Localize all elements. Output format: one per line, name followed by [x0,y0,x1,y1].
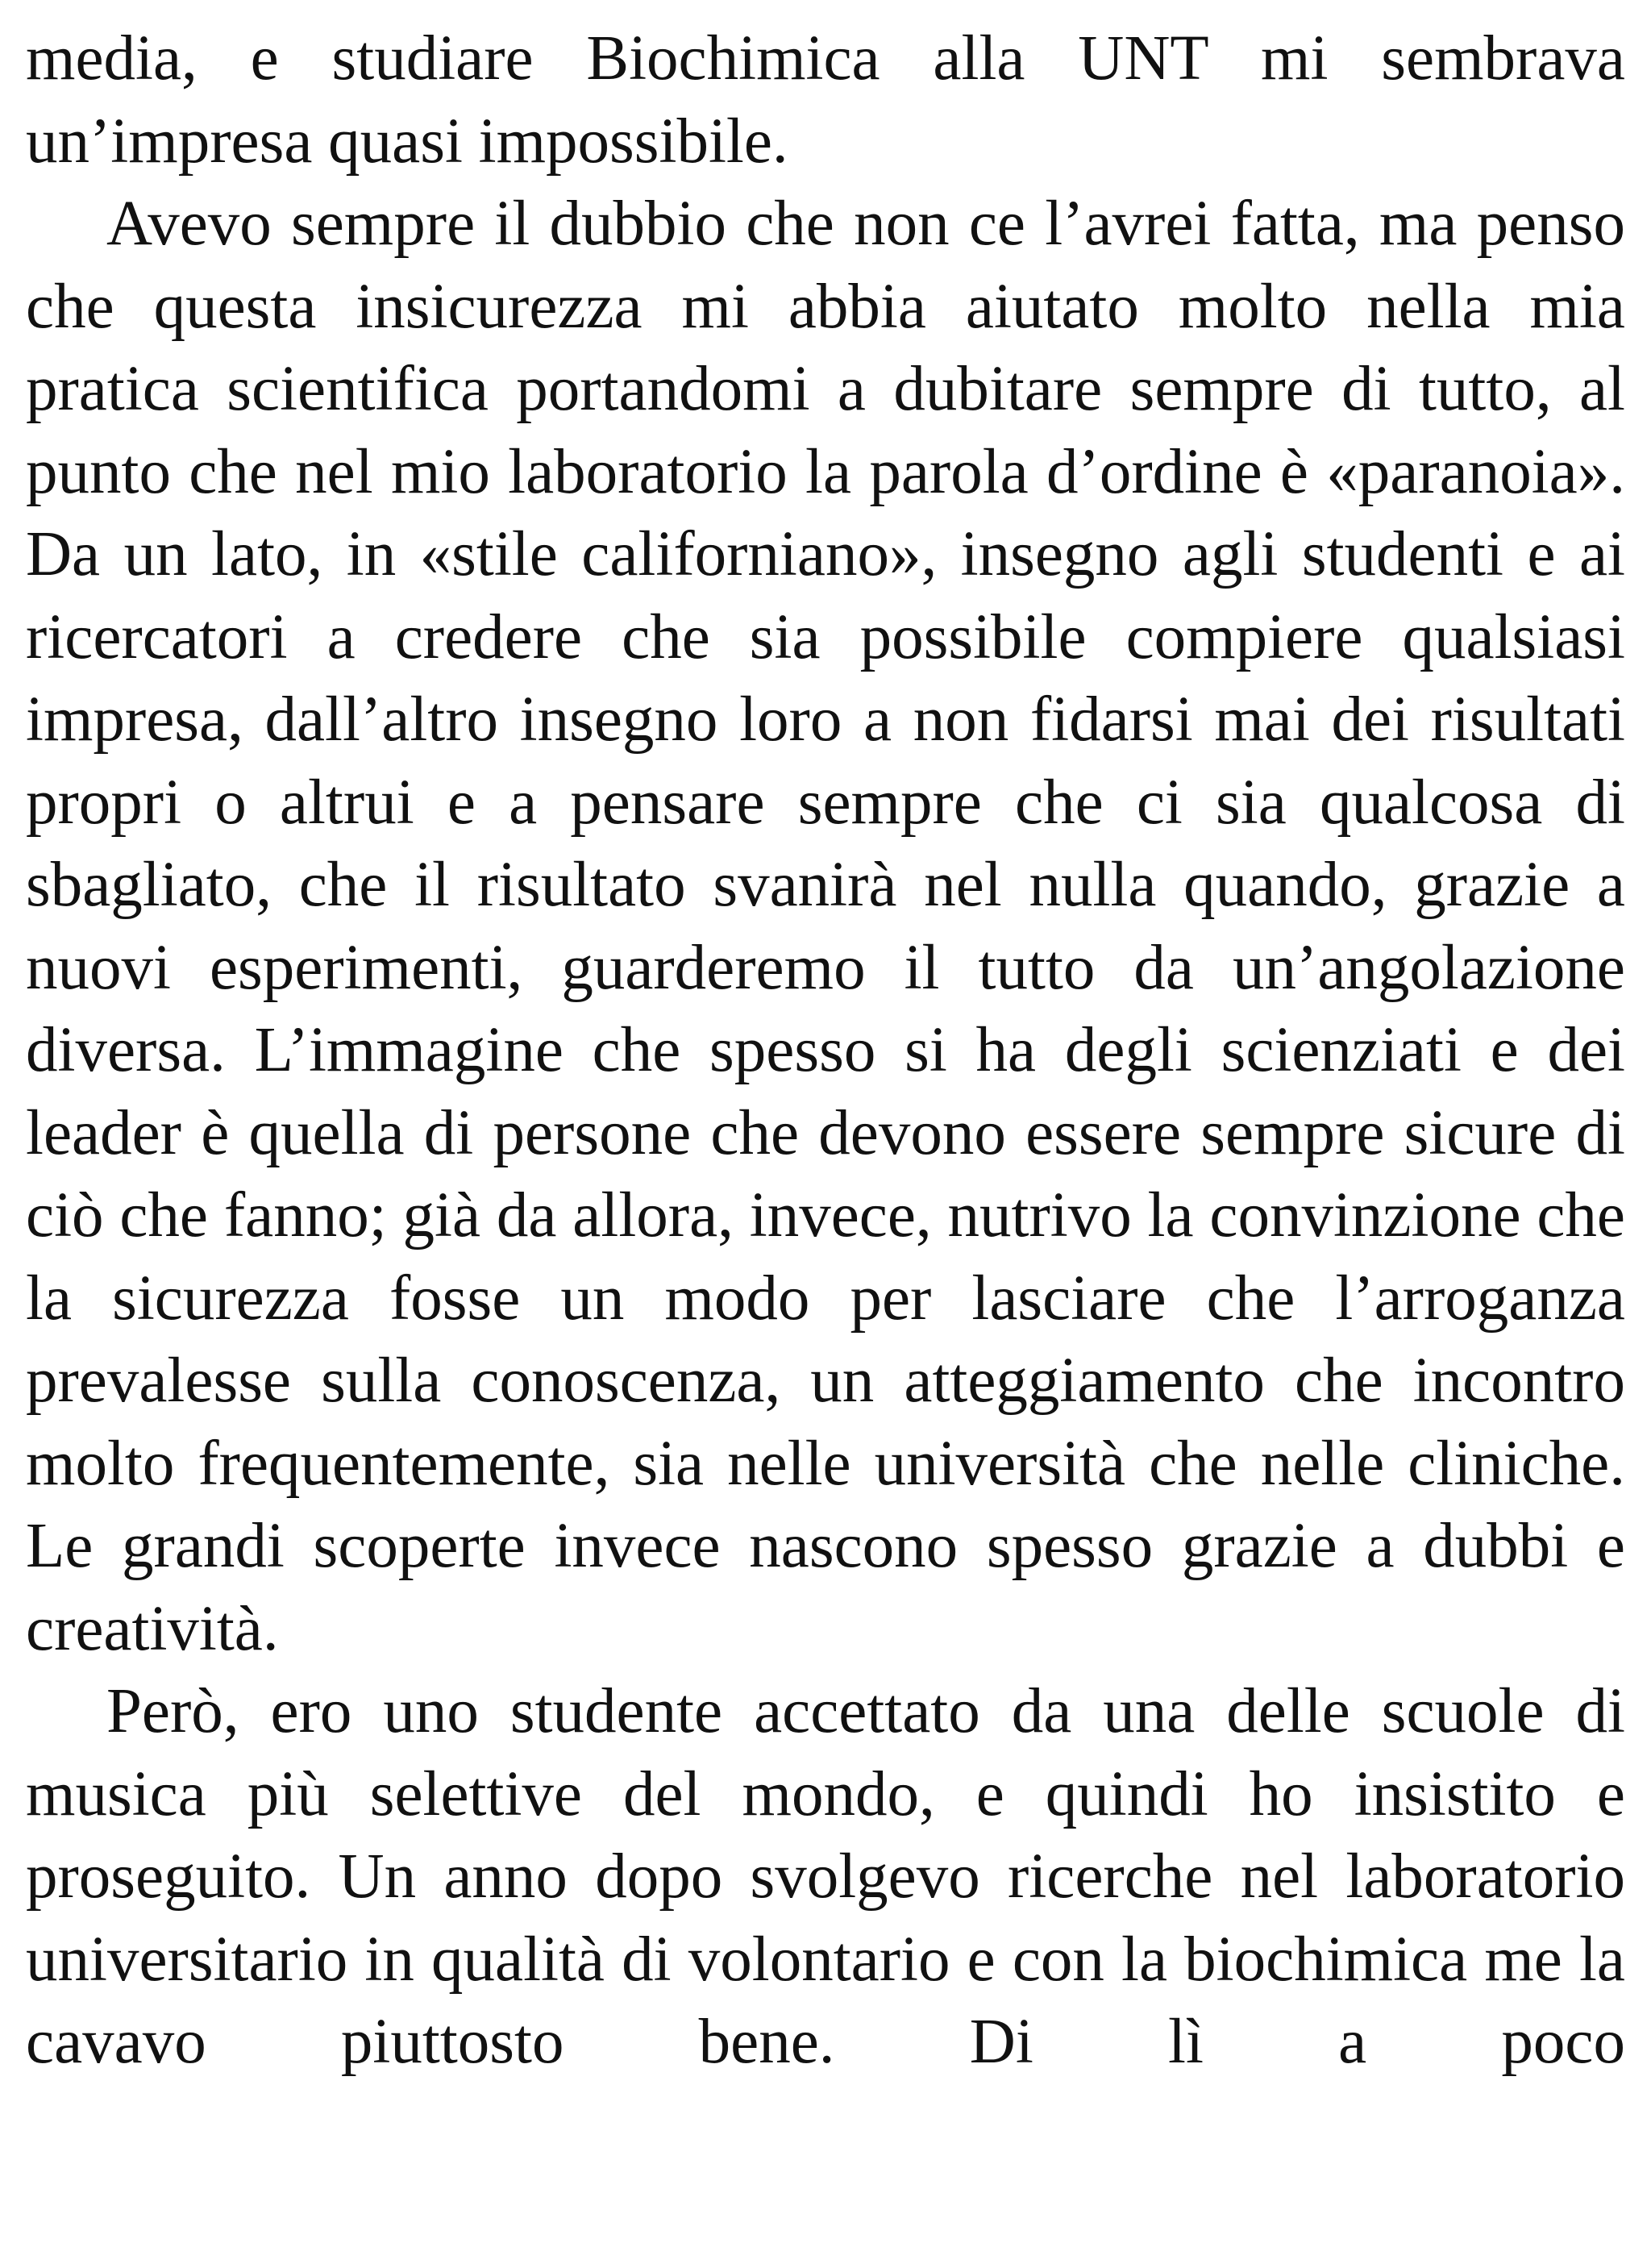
paragraph-1: media, e studiare Biochimica alla UNT mi sembrava un’impresa quasi impossibile. [26,23,1625,177]
paragraph-3: Però, ero uno studente accettato da una delle scuole di musica più selettive del mondo, e quindi ho insistito e proseguito. Un anno dopo svolgevo ricerche nel laboratorio universitario in qualità di volontario e con la biochimica me la cavavo piuttosto bene. Di lì a poco [26,1676,1625,2077]
paragraph-2: Avevo sempre il dubbio che non ce l’avrei fatta, ma penso che questa insicurezza mi abbia aiutato molto nella mia pratica scientifica portandomi a dubitare sempre di tutto, al punto che nel mio laboratorio la parola d’ordine è «paranoia». Da un lato, in «stile californiano», insegno agli studenti e ai ricercatori a credere che sia possibile compiere qualsiasi impresa, dall’altro insegno loro a non fidarsi mai dei risultati propri o altrui e a pensare sempre che ci sia qualcosa di sbagliato, che il risultato svanirà nel nulla quando, grazie a nuovi esperimenti, guarderemo il tutto da un’angolazione diversa. L’immagine che spesso si ha degli scienziati e dei leader è quella di persone che devono essere sempre sicure di ciò che fanno; già da allora, invece, nutrivo la convinzione che la sicurezza fosse un modo per lasciare che l’arroganza prevalesse sulla conoscenza, un atteggiamento che incontro molto frequentemente, sia nelle università che nelle cliniche. Le grandi scoperte invece nascono spesso grazie a dubbi e creatività. [26,189,1625,1664]
document-page [26,18,1625,2259]
